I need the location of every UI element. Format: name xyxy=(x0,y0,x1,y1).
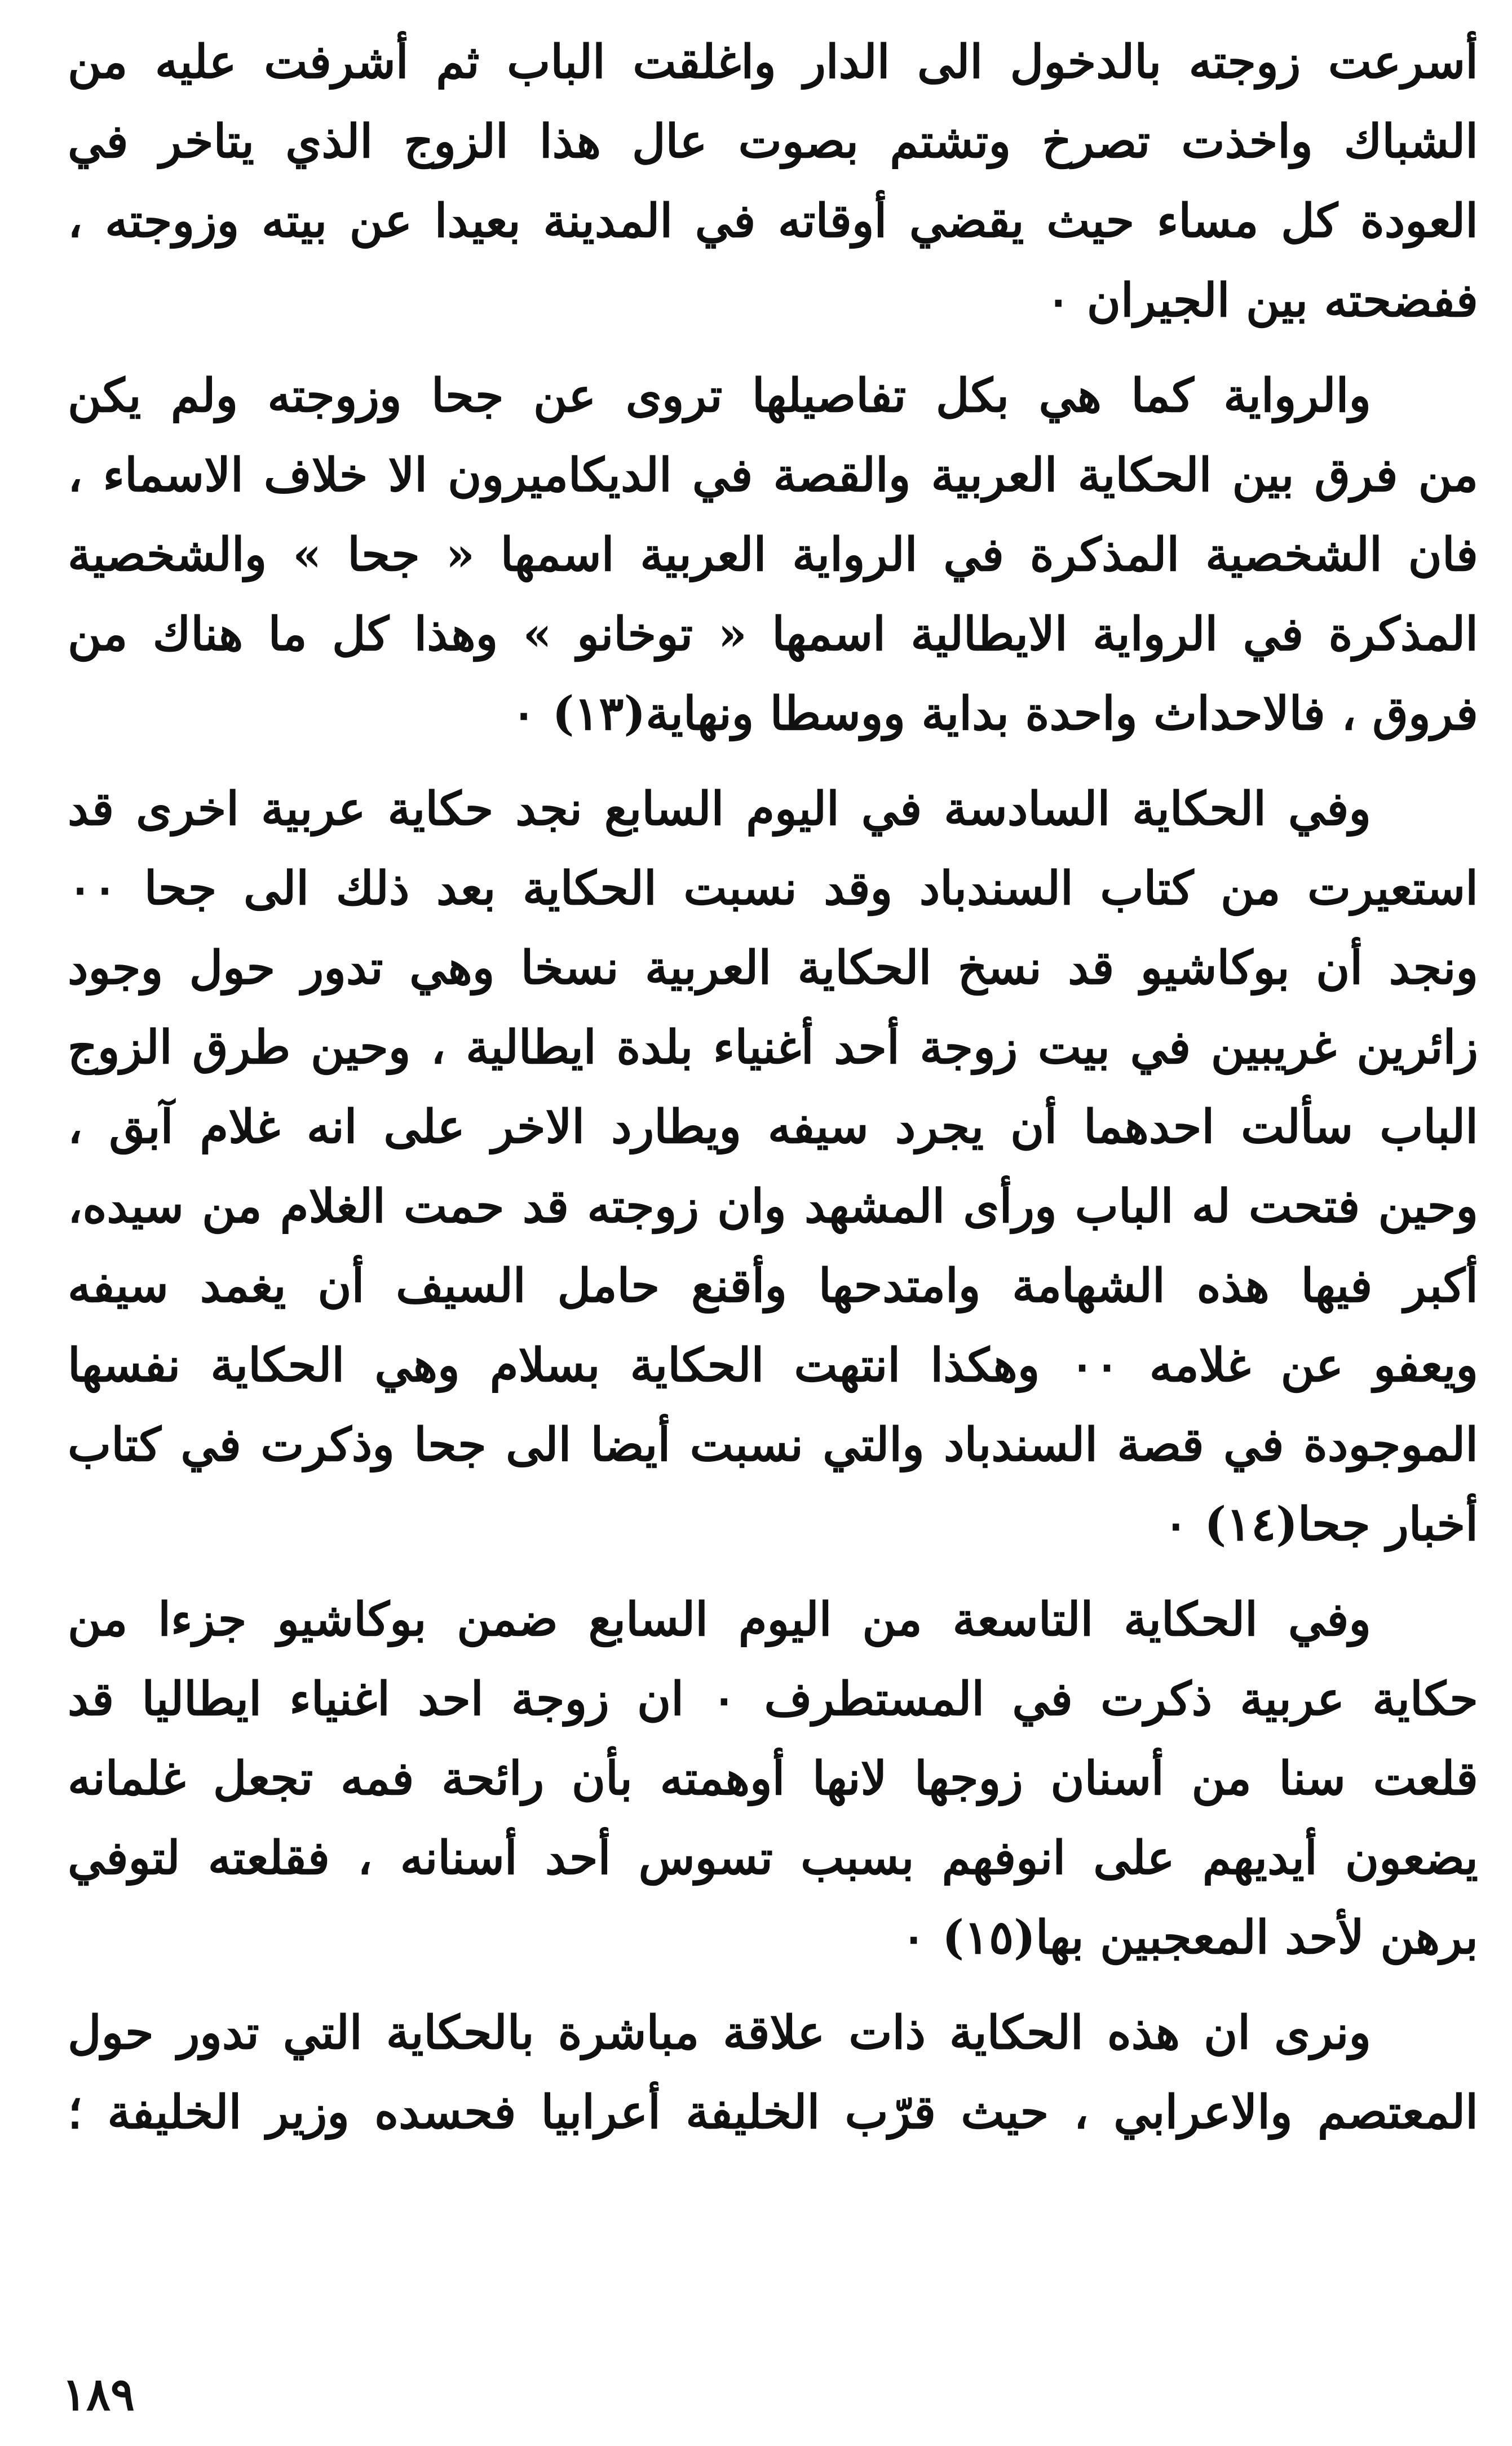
text-line: يضعون أيديهم على انوفهم بسبب تسوس أحد أسنانه ، فقلعته لتوفي xyxy=(68,1831,1478,1885)
paragraph-gap xyxy=(68,1564,1478,1580)
text-line: وفي الحكاية السادسة في اليوم السابع نجد حكاية عربية اخرى قد xyxy=(68,782,1371,836)
text-line: وفي الحكاية التاسعة من اليوم السابع ضمن بوكاشيو جزءا من xyxy=(68,1593,1371,1647)
text-line: استعيرت من كتاب السندباد وقد نسبت الحكاية بعد ذلك الى جحا ٠٠ xyxy=(68,861,1478,915)
text-line: زائرين غريبين في بيت زوجة أحد أغنياء بلدة ايطالية ، وحين طرق الزوج xyxy=(68,1020,1478,1074)
text-line: المعتصم والاعرابي ، حيث قرّب الخليفة أعرابيا فحسده وزير الخليفة ؛ xyxy=(68,2085,1478,2139)
text-line: من فرق بين الحكاية العربية والقصة في الديكاميرون الا خلاف الاسماء ، xyxy=(68,448,1478,502)
paragraph-1 xyxy=(68,23,1478,340)
paragraph-gap xyxy=(68,340,1478,356)
page-number: ١٨٩ xyxy=(62,2368,135,2421)
text-line: فروق ، فالاحداث واحدة بداية ووسطا ونهاية(١٣) ٠ xyxy=(511,687,1478,741)
paragraph-2 xyxy=(68,356,1478,754)
text-line: ويعفو عن غلامه ٠٠ وهكذا انتهت الحكاية بسلام وهي الحكاية نفسها xyxy=(68,1338,1478,1392)
text-line: حكاية عربية ذكرت في المستطرف ٠ ان زوجة احد اغنياء ايطاليا قد xyxy=(68,1672,1478,1726)
text-line: العودة كل مساء حيث يقضي أوقاته في المدينة بعيدا عن بيته وزوجته ، xyxy=(68,194,1478,248)
text-line: ففضحته بين الجيران ٠ xyxy=(1046,273,1478,328)
paragraph-3 xyxy=(68,769,1478,1564)
text-line: والرواية كما هي بكل تفاصيلها تروى عن جحا وزوجته ولم يكن xyxy=(68,369,1371,423)
text-line: قلعت سنا من أسنان زوجها لانها أوهمته بأن رائحة فمه تجعل غلمانه xyxy=(68,1751,1478,1806)
paragraph-gap xyxy=(68,754,1478,769)
text-line: فان الشخصية المذكرة في الرواية العربية اسمها « جحا » والشخصية xyxy=(68,528,1478,582)
body-text xyxy=(68,23,1478,2152)
paragraph-5 xyxy=(68,1993,1478,2152)
text-line: برهن لأحد المعجبين بها(١٥) ٠ xyxy=(901,1910,1478,1965)
text-line: وحين فتحت له الباب ورأى المشهد وان زوجته قد حمت الغلام من سيده، xyxy=(68,1179,1478,1233)
paragraph-gap xyxy=(68,1978,1478,1993)
text-line: الباب سألت احدهما أن يجرد سيفه ويطارد الاخر على انه غلام آبق ، xyxy=(68,1100,1478,1154)
text-line: أسرعت زوجته بالدخول الى الدار واغلقت الباب ثم أشرفت عليه من xyxy=(68,35,1478,89)
text-line: أخبار جحا(١٤) ٠ xyxy=(1163,1497,1478,1551)
text-line: الموجودة في قصة السندباد والتي نسبت أيضا الى جحا وذكرت في كتاب xyxy=(68,1418,1478,1472)
text-line: المذكرة في الرواية الايطالية اسمها « توخانو » وهذا كل ما هناك من xyxy=(68,607,1478,661)
text-line: ونجد أن بوكاشيو قد نسخ الحكاية العربية نسخا وهي تدور حول وجود xyxy=(68,941,1478,995)
text-line: أكبر فيها هذه الشهامة وامتدحها وأقنع حامل السيف أن يغمد سيفه xyxy=(68,1259,1478,1313)
text-line: الشباك واخذت تصرخ وتشتم بصوت عال هذا الزوج الذي يتاخر في xyxy=(68,114,1478,169)
paragraph-4 xyxy=(68,1580,1478,1978)
text-line: ونرى ان هذه الحكاية ذات علاقة مباشرة بالحكاية التي تدور حول xyxy=(68,2006,1371,2060)
